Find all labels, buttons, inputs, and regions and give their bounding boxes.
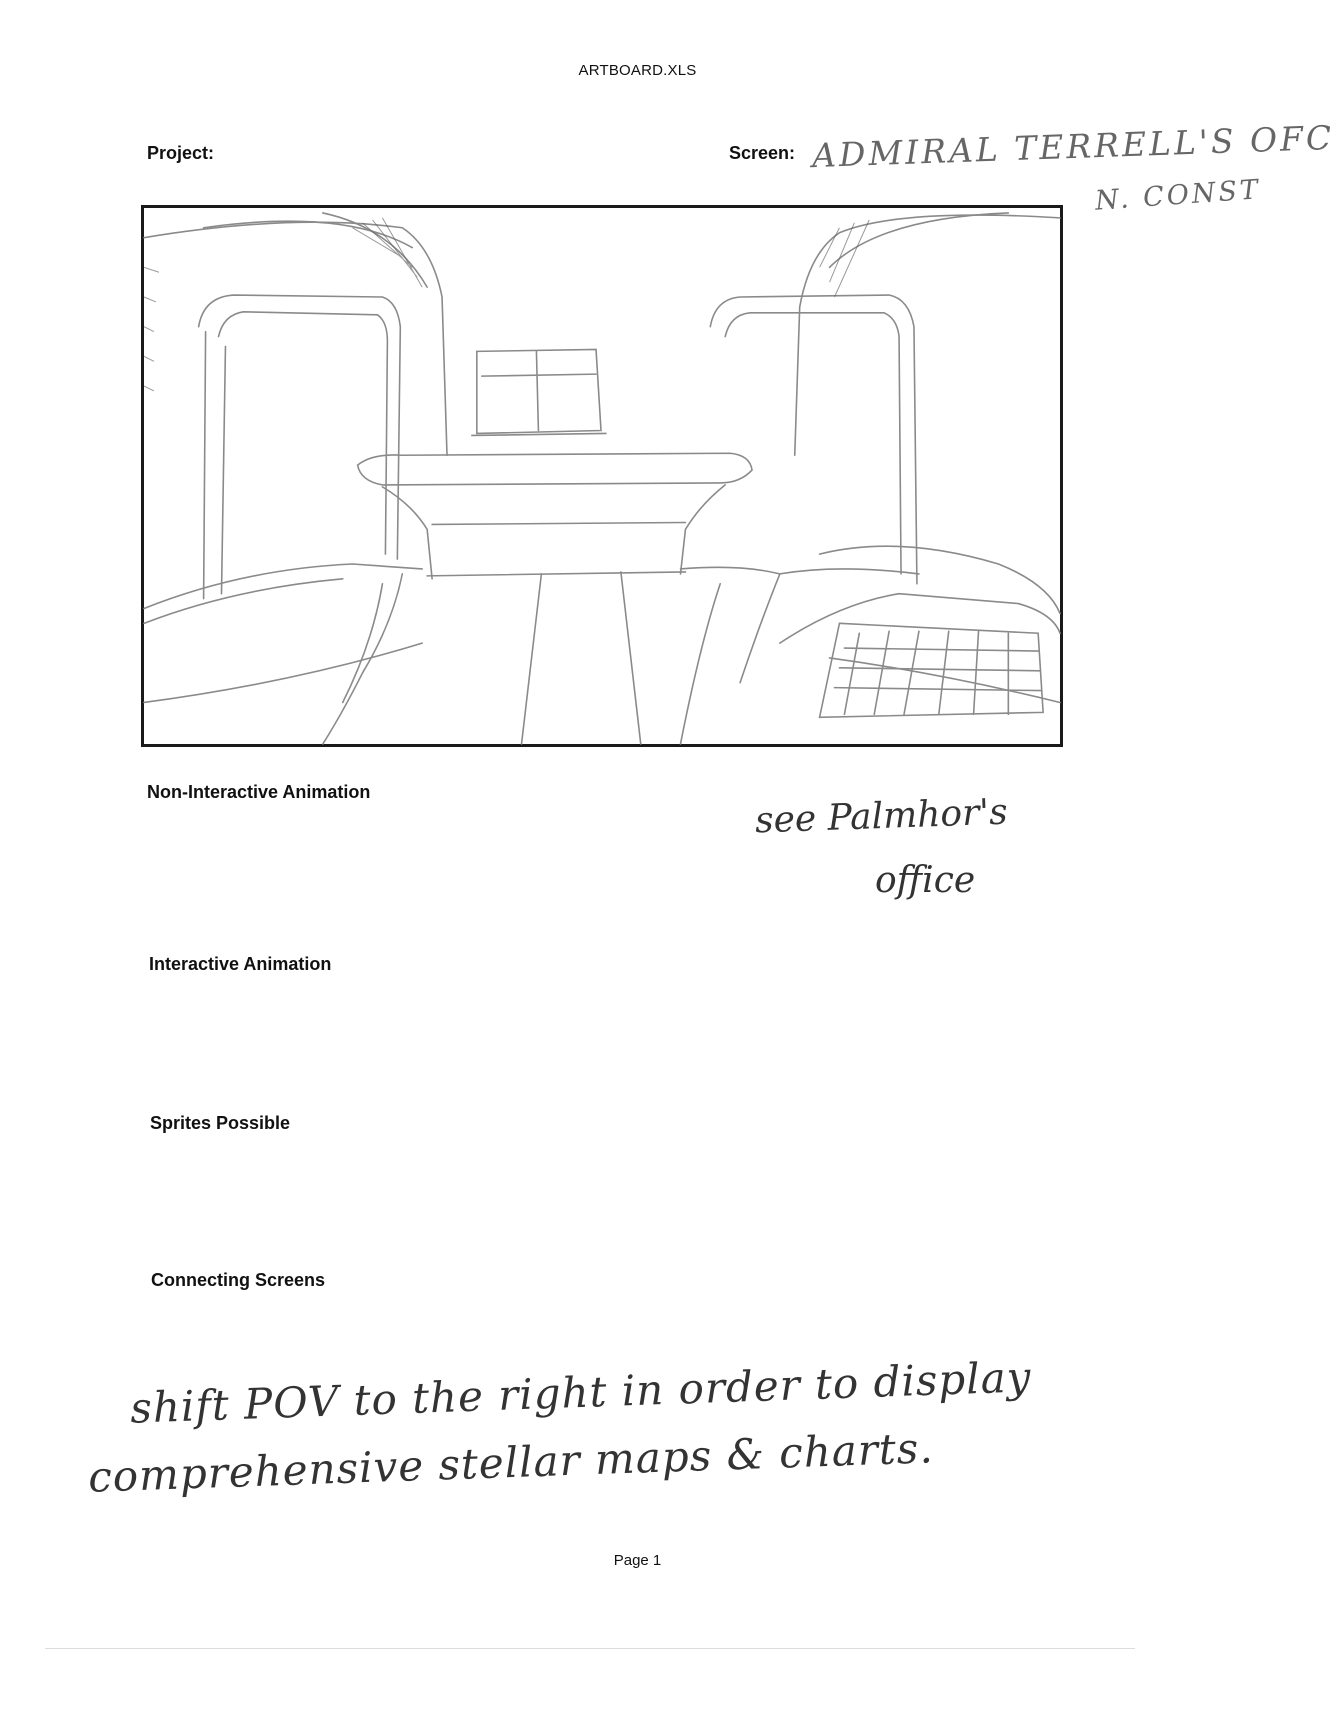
bottom-rule (45, 1648, 1135, 1649)
document-title: ARTBOARD.XLS (578, 62, 697, 79)
storyboard-frame (141, 205, 1063, 747)
sprites-possible-label: Sprites Possible (150, 1113, 291, 1133)
project-label: Project: (147, 143, 215, 163)
non-interactive-animation-label: Non-Interactive Animation (147, 782, 371, 802)
screen-value-line1: ADMIRAL TERRELL'S OFC (811, 117, 1335, 176)
handwritten-note-line2: comprehensive stellar maps & charts. (87, 1423, 935, 1502)
screen-value-line2: N. CONST (1094, 174, 1262, 217)
interactive-animation-label: Interactive Animation (149, 954, 332, 974)
non-interactive-note-line2: office (875, 860, 976, 901)
sketch-icon (144, 208, 1060, 744)
non-interactive-note-line1: see Palmhor's (754, 791, 1009, 842)
screen-label: Screen: (729, 143, 796, 163)
page-number: Page 1 (613, 1552, 662, 1569)
connecting-screens-label: Connecting Screens (151, 1270, 326, 1290)
handwritten-note-line1: shift POV to the right in order to display (129, 1352, 1033, 1433)
